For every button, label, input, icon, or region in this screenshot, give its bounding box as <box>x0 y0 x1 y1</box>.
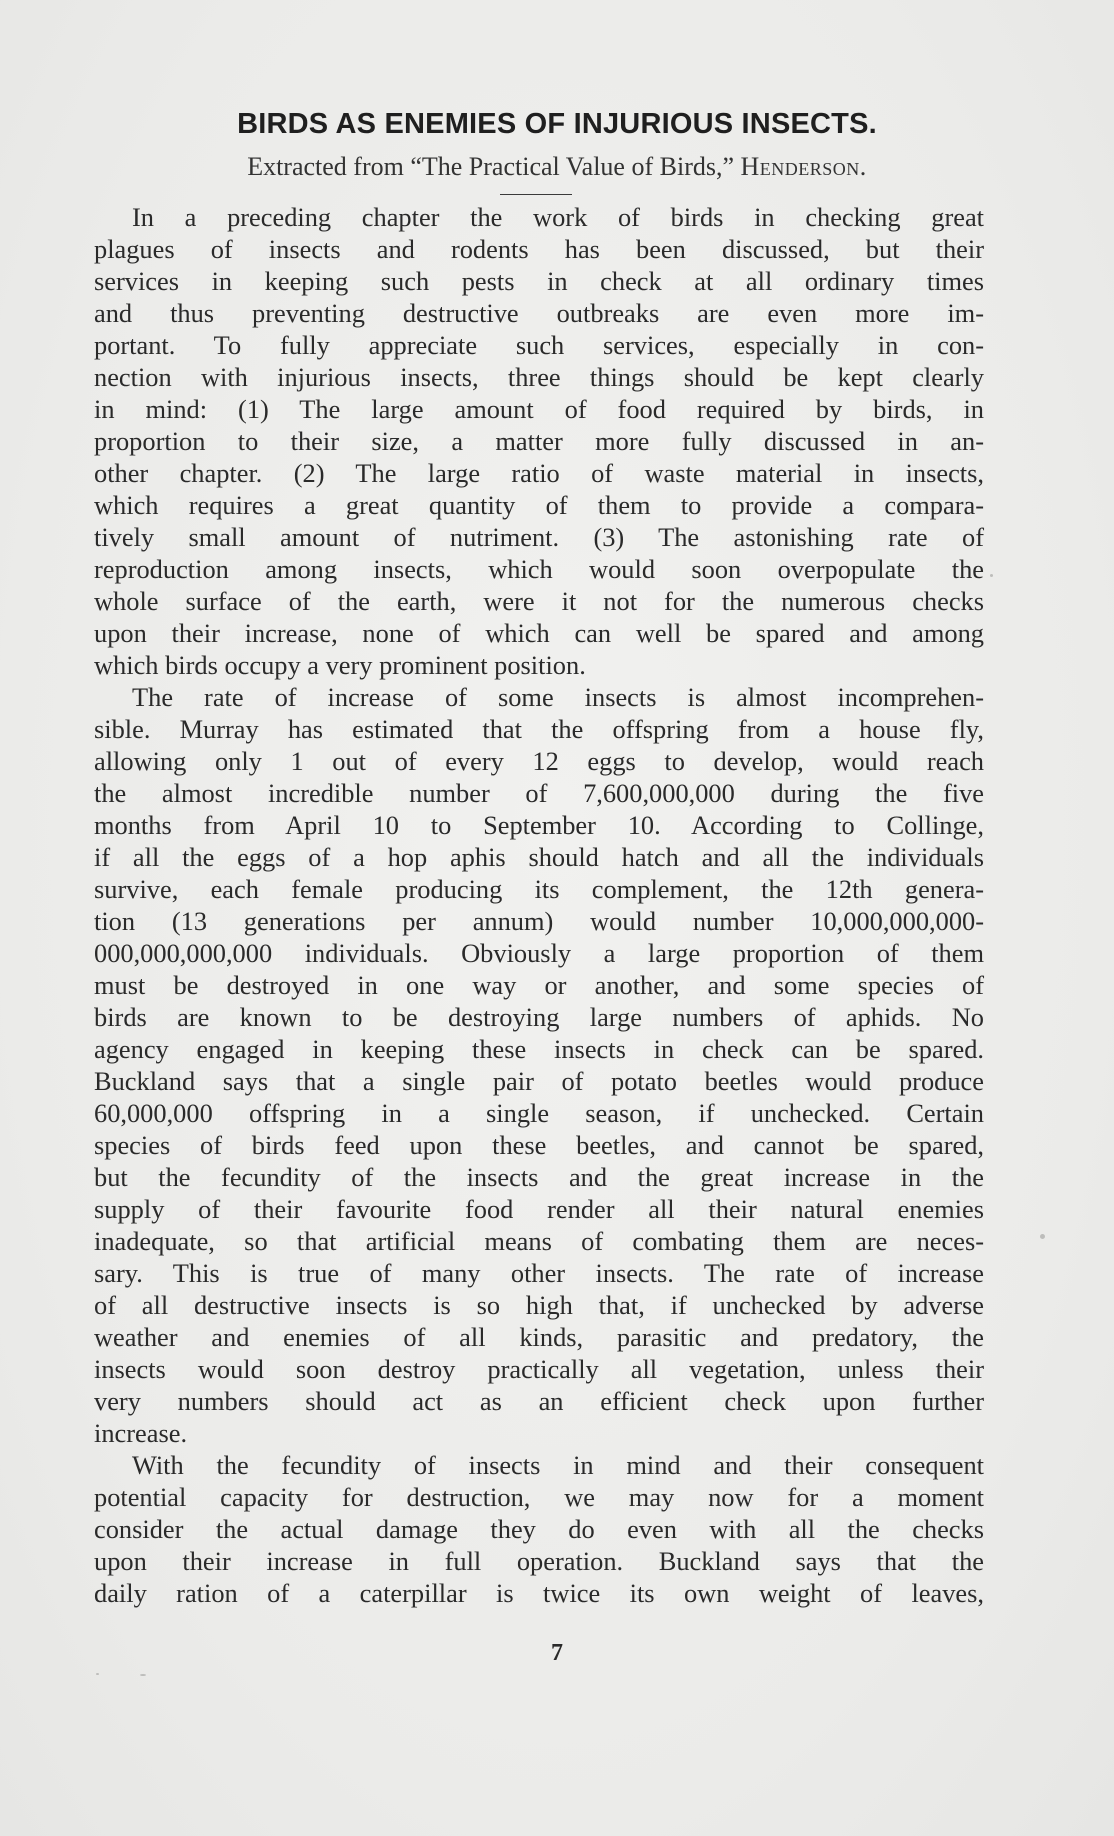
body-line: portant. To fully appreciate such services, especially in con- <box>94 330 984 360</box>
body-line: sible. Murray has estimated that the offspring from a house fly, <box>94 714 984 744</box>
body-line: In a preceding chapter the work of birds in checking great <box>132 202 984 232</box>
body-line: tively small amount of nutriment. (3) The astonishing rate of <box>94 522 984 552</box>
paper-speck <box>96 1673 99 1675</box>
body-line: 000,000,000,000 individuals. Obviously a large proportion of them <box>94 938 984 968</box>
body-line: whole surface of the earth, were it not for the numerous checks <box>94 586 984 616</box>
body-line: proportion to their size, a matter more fully discussed in an- <box>94 426 984 456</box>
body-line: plagues of insects and rodents has been discussed, but their <box>94 234 984 264</box>
body-line: 60,000,000 offspring in a single season, if unchecked. Certain <box>94 1098 984 1128</box>
body-line: very numbers should act as an efficient check upon further <box>94 1386 984 1416</box>
paper-speck <box>1040 1234 1045 1239</box>
body-line: insects would soon destroy practically all vegetation, unless their <box>94 1354 984 1384</box>
body-line: daily ration of a caterpillar is twice its own weight of leaves, <box>94 1578 984 1608</box>
body-line: survive, each female producing its complement, the 12th genera- <box>94 874 984 904</box>
body-line: upon their increase in full operation. Buckland says that the <box>94 1546 984 1576</box>
body-line: allowing only 1 out of every 12 eggs to develop, would reach <box>94 746 984 776</box>
body-line: which requires a great quantity of them to provide a compara- <box>94 490 984 520</box>
body-line: other chapter. (2) The large ratio of waste material in insects, <box>94 458 984 488</box>
title-divider <box>500 194 572 195</box>
body-line: nection with injurious insects, three things should be kept clearly <box>94 362 984 392</box>
body-line: weather and enemies of all kinds, parasitic and predatory, the <box>94 1322 984 1352</box>
body-line: potential capacity for destruction, we may now for a moment <box>94 1482 984 1512</box>
page-number: 7 <box>551 1640 563 1666</box>
body-line: birds are known to be destroying large numbers of aphids. No <box>94 1002 984 1032</box>
body-line: and thus preventing destructive outbreaks are even more im- <box>94 298 984 328</box>
body-line: in mind: (1) The large amount of food required by birds, in <box>94 394 984 424</box>
body-line: consider the actual damage they do even with all the checks <box>94 1514 984 1544</box>
paper-speck <box>140 1674 146 1676</box>
body-line: reproduction among insects, which would soon overpopulate the <box>94 554 984 584</box>
body-line: of all destructive insects is so high that, if unchecked by adverse <box>94 1290 984 1320</box>
article-source-prefix: Extracted from “The Practical Value of Birds,” <box>247 152 741 181</box>
body-line: Buckland says that a single pair of potato beetles would produce <box>94 1066 984 1096</box>
body-line: if all the eggs of a hop aphis should hatch and all the individuals <box>94 842 984 872</box>
body-line: but the fecundity of the insects and the great increase in the <box>94 1162 984 1192</box>
body-line: upon their increase, none of which can well be spared and among <box>94 618 984 648</box>
article-body <box>94 201 984 1609</box>
body-line: months from April 10 to September 10. According to Collinge, <box>94 810 984 840</box>
body-line: tion (13 generations per annum) would number 10,000,000,000- <box>94 906 984 936</box>
body-line: inadequate, so that artificial means of combating them are neces- <box>94 1226 984 1256</box>
body-line: which birds occupy a very prominent position. <box>94 650 586 680</box>
article-title: BIRDS AS ENEMIES OF INJURIOUS INSECTS. <box>237 108 877 140</box>
body-line: supply of their favourite food render all their natural enemies <box>94 1194 984 1224</box>
paper-speck <box>990 574 993 577</box>
body-line: species of birds feed upon these beetles, and cannot be spared, <box>94 1130 984 1160</box>
body-line: the almost incredible number of 7,600,000,000 during the five <box>94 778 984 808</box>
body-line: With the fecundity of insects in mind and their consequent <box>132 1450 984 1480</box>
article-source-author: Henderson. <box>740 152 867 181</box>
body-line: The rate of increase of some insects is almost incomprehen- <box>132 682 984 712</box>
body-line: agency engaged in keeping these insects in check can be spared. <box>94 1034 984 1064</box>
article-source <box>0 152 1114 182</box>
body-line: services in keeping such pests in check at all ordinary times <box>94 266 984 296</box>
body-line: sary. This is true of many other insects. The rate of increase <box>94 1258 984 1288</box>
body-line: increase. <box>94 1418 188 1448</box>
body-line: must be destroyed in one way or another, and some species of <box>94 970 984 1000</box>
